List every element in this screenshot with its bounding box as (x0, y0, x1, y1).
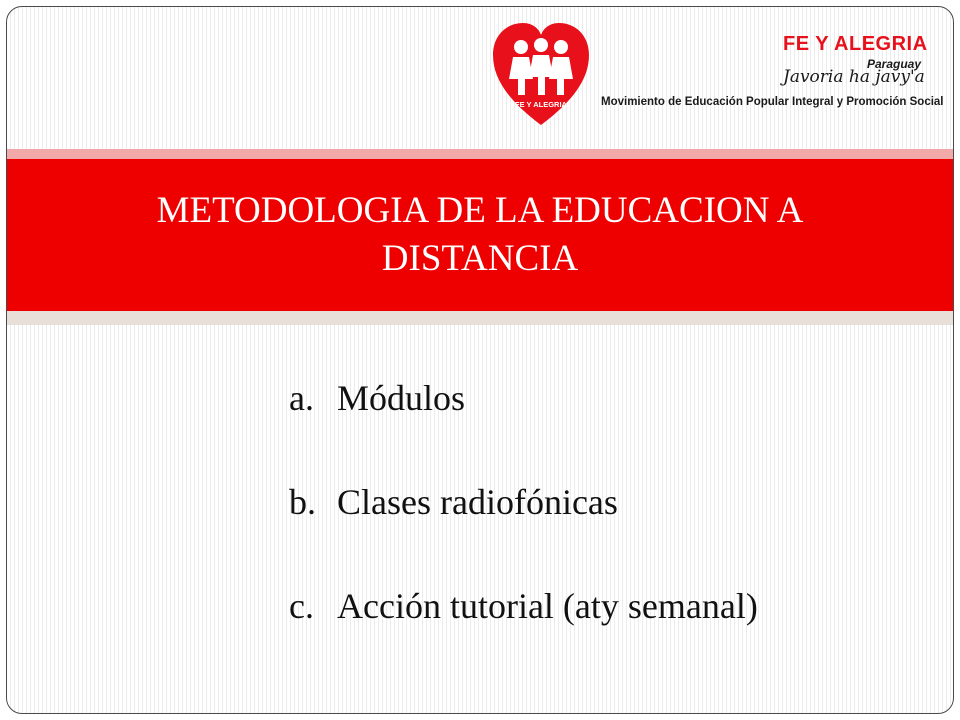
org-tagline: Movimiento de Educación Popular Integral y Promoción Social (601, 96, 944, 108)
slide-title-line-1: METODOLOGIA DE LA EDUCACION A (156, 190, 804, 231)
list-marker: c. (289, 586, 314, 626)
list-item (289, 481, 758, 585)
list-label: Acción tutorial (aty semanal) (337, 586, 758, 626)
logo-text: FE Y ALEGRIA (515, 100, 567, 109)
slide-title-line-2: DISTANCIA (381, 238, 579, 279)
list-marker: a. (289, 378, 314, 418)
org-name: FE Y ALEGRIA (783, 33, 928, 55)
header-logo-area (7, 7, 953, 147)
list-item (289, 585, 758, 689)
list-item (289, 377, 758, 481)
org-country: Paraguay (867, 57, 922, 71)
slide-title (100, 187, 860, 283)
content-list (289, 377, 758, 689)
org-motto: Javoria ha javy'a (783, 67, 925, 87)
list-marker: b. (289, 482, 316, 522)
list-label: Módulos (337, 378, 466, 418)
title-band (7, 149, 953, 325)
title-underline (7, 311, 953, 325)
heart-logo-icon (491, 21, 591, 131)
title-bar (7, 159, 953, 311)
slide (6, 6, 954, 714)
list-label: Clases radiofónicas (337, 482, 618, 522)
